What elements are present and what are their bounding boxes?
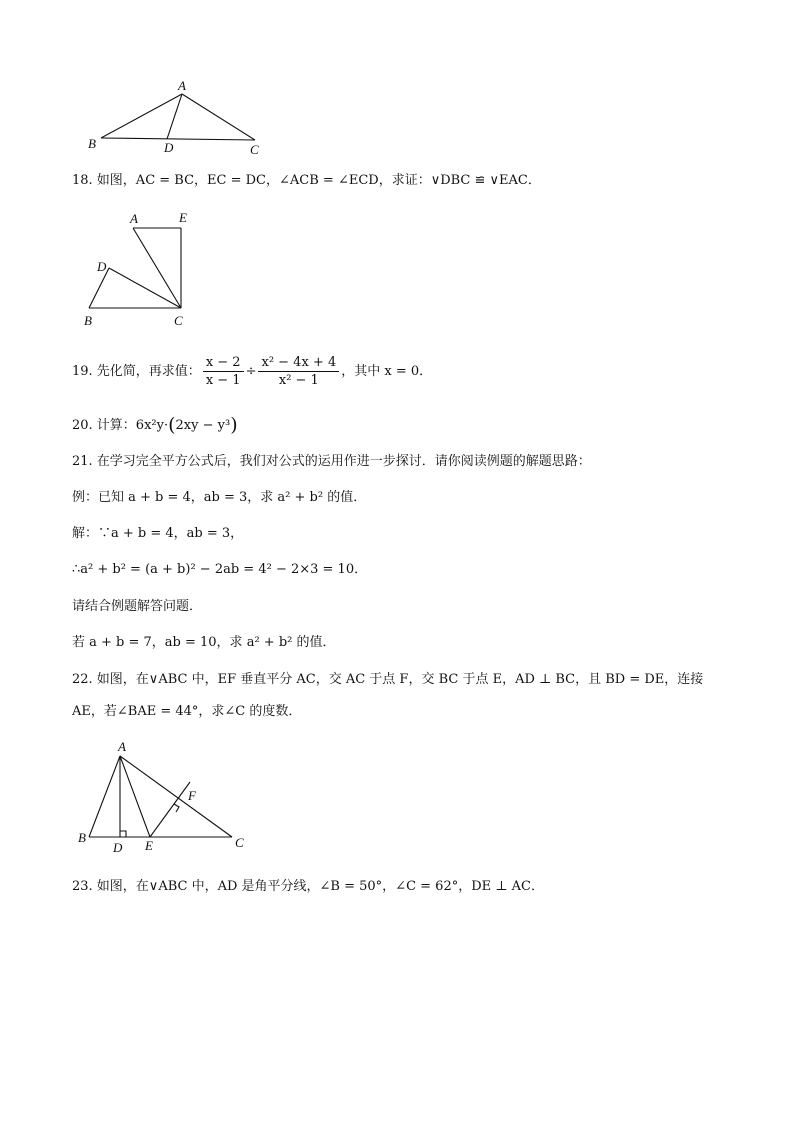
q19-prefix: 19. 先化简，再求值： bbox=[72, 364, 201, 379]
label-C: C bbox=[174, 313, 183, 328]
q20-expr: 2xy − y³ bbox=[175, 418, 231, 433]
fraction-1-numerator: x − 2 bbox=[203, 354, 244, 372]
figure-q18 bbox=[80, 208, 210, 333]
right-paren: ) bbox=[230, 414, 238, 436]
q21-ask: 请结合例题解答问题． bbox=[72, 599, 203, 614]
label-D: D bbox=[113, 840, 123, 855]
label-E: E bbox=[179, 210, 187, 225]
label-D: D bbox=[97, 259, 107, 274]
fraction-2 bbox=[258, 354, 339, 389]
label-A: A bbox=[130, 211, 138, 226]
question-19 bbox=[72, 354, 432, 389]
figure-q17 bbox=[80, 76, 280, 158]
label-B: B bbox=[84, 313, 92, 328]
question-22-line-1: 22. 如图，在∨ABC 中，EF 垂直平分 AC，交 AC 于点 F，交 BC 于点 E，AD ⊥ BC，且 BD = DE，连接 bbox=[72, 672, 704, 687]
fraction-2-numerator: x² − 4x + 4 bbox=[258, 354, 339, 372]
figure-q22 bbox=[74, 736, 264, 856]
question-22-line-2: AE，若∠BAE = 44°，求∠C 的度数． bbox=[72, 704, 302, 719]
fraction-2-denominator: x² − 1 bbox=[278, 373, 319, 388]
divide-sign: ÷ bbox=[245, 364, 257, 379]
q19-suffix: ，其中 x = 0． bbox=[341, 364, 433, 379]
question-18: 18. 如图，AC = BC，EC = DC，∠ACB = ∠ECD，求证：∨DBC ≌ ∨EAC． bbox=[72, 173, 541, 188]
label-E: E bbox=[145, 838, 153, 853]
label-A: A bbox=[118, 739, 126, 754]
q21-question: 若 a + b = 7，ab = 10，求 a² + b² 的值． bbox=[72, 635, 336, 650]
label-F: F bbox=[188, 788, 196, 803]
label-C: C bbox=[235, 835, 244, 850]
label-B: B bbox=[78, 830, 86, 845]
left-paren: ( bbox=[168, 414, 176, 436]
q21-solution-line-1: 解：∵a + b = 4，ab = 3， bbox=[72, 526, 244, 541]
label-D: D bbox=[164, 140, 174, 155]
fraction-1-denominator: x − 1 bbox=[205, 373, 241, 388]
q21-example: 例：已知 a + b = 4，ab = 3，求 a² + b² 的值． bbox=[72, 490, 367, 505]
label-B: B bbox=[88, 136, 96, 151]
q20-prefix: 20. 计算：6x²y· bbox=[72, 418, 169, 433]
q21-intro: 21. 在学习完全平方公式后，我们对公式的运用作进一步探讨．请你阅读例题的解题思路： bbox=[72, 454, 591, 469]
question-20 bbox=[72, 416, 238, 435]
fraction-1 bbox=[203, 354, 244, 389]
question-23: 23. 如图，在∨ABC 中，AD 是角平分线，∠B = 50°，∠C = 62°，DE ⊥ AC． bbox=[72, 879, 544, 894]
q21-solution-line-2: ∴a² + b² = (a + b)² − 2ab = 4² − 2×3 = 10． bbox=[72, 562, 368, 577]
label-A: A bbox=[178, 78, 186, 93]
label-C: C bbox=[250, 142, 259, 157]
